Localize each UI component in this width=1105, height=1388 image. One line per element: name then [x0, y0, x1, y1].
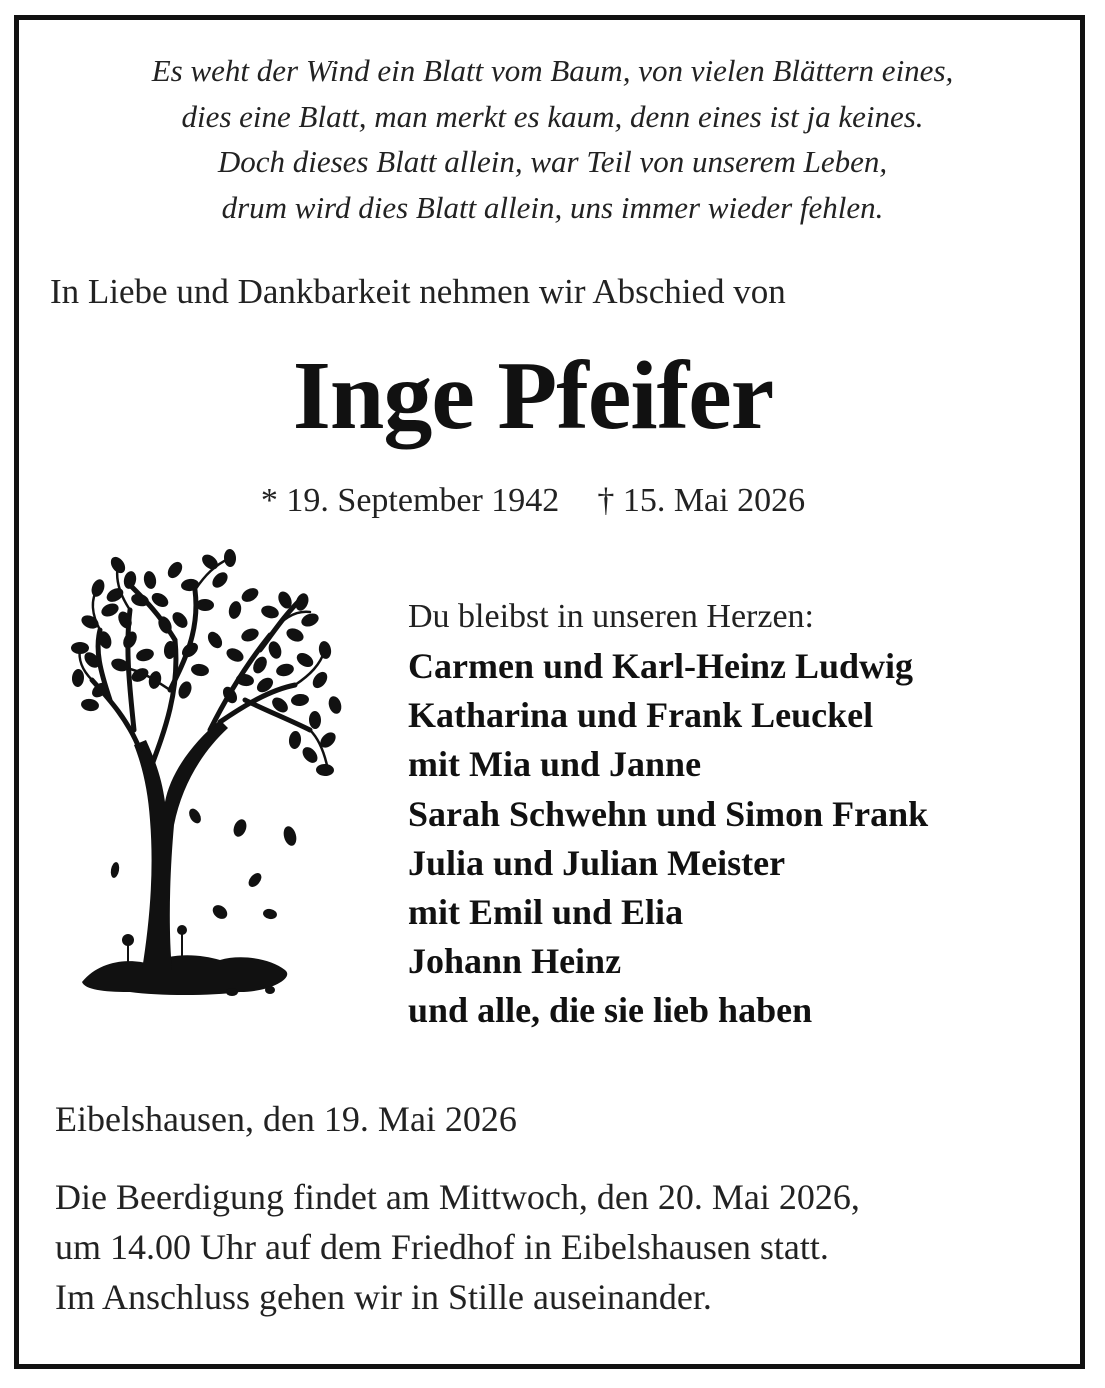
- poem-line: dies eine Blatt, man merkt es kaum, denn eines ist ja keines.: [181, 98, 924, 134]
- poem-line: drum wird dies Blatt allein, uns immer wieder fehlen.: [221, 189, 884, 225]
- funeral-line: um 14.00 Uhr auf dem Friedhof in Eibelshausen statt.: [55, 1227, 829, 1267]
- death-date: † 15. Mai 2026: [597, 482, 806, 519]
- mourners-block: [408, 598, 928, 1036]
- mourner-line: mit Mia und Janne: [408, 744, 702, 785]
- mourner-line: Julia und Julian Meister: [408, 842, 786, 883]
- birth-date: * 19. September 1942: [260, 482, 560, 519]
- poem-line: Doch dieses Blatt allein, war Teil von unserem Leben,: [217, 144, 888, 179]
- mourner-line: mit Emil und Elia: [408, 892, 684, 933]
- mourners-lead: Du bleibst in unseren Herzen:: [408, 598, 814, 635]
- mourner-line: Carmen und Karl-Heinz Ludwig: [408, 646, 914, 686]
- mourner-line: Katharina und Frank Leuckel: [408, 695, 874, 736]
- mourner-line: und alle, die sie lieb haben: [408, 990, 813, 1031]
- funeral-info: [55, 1172, 860, 1322]
- poem: [0, 48, 1105, 230]
- mourner-line: Sarah Schwehn und Simon Frank: [408, 793, 929, 834]
- place-and-date: Eibelshausen, den 19. Mai 2026: [55, 1099, 517, 1139]
- intro-text: In Liebe und Dankbarkeit nehmen wir Abschied von: [50, 272, 786, 311]
- deceased-name: Inge Pfeifer: [292, 342, 774, 450]
- tree-with-falling-leaves-icon: [70, 540, 350, 1010]
- mourner-line: Johann Heinz: [408, 941, 622, 982]
- life-dates: [0, 482, 1066, 520]
- funeral-line: Die Beerdigung findet am Mittwoch, den 20. Mai 2026,: [55, 1177, 860, 1217]
- funeral-line: Im Anschluss gehen wir in Stille auseinander.: [55, 1277, 712, 1317]
- poem-line: Es weht der Wind ein Blatt vom Baum, von vielen Blättern eines,: [151, 53, 954, 88]
